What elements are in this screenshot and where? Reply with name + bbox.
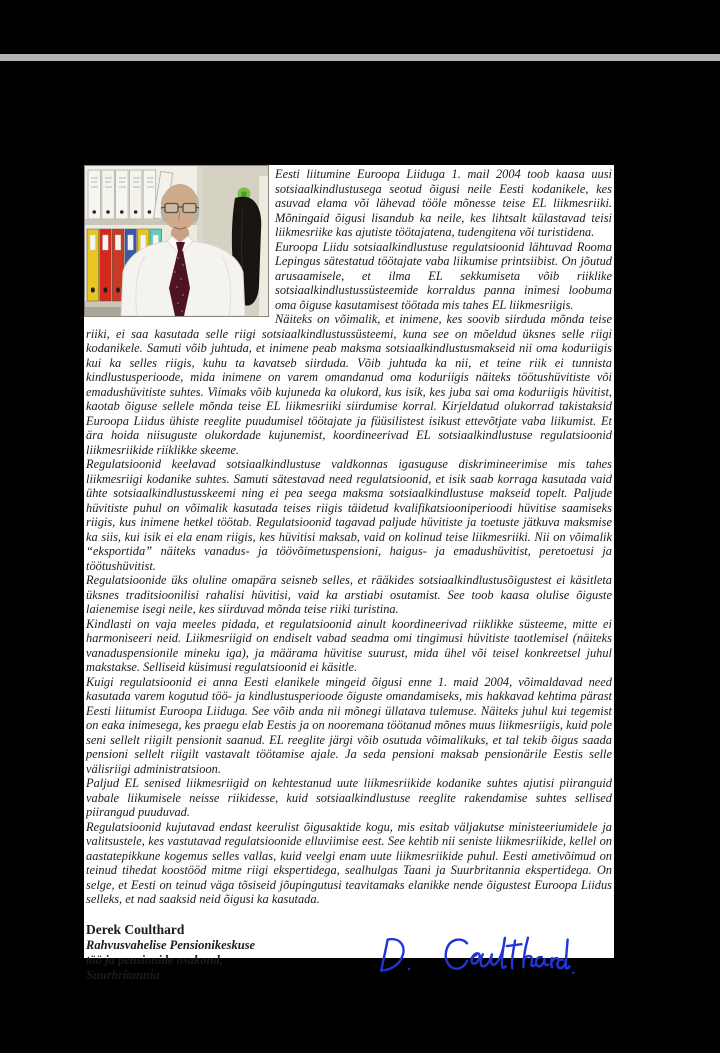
paragraph-8: Paljud EL senised liikmesriigid on kehtestanud uute liikmesriikide kodanike suhtes ajutisi piiranguid vabale liikumisele neisse riikidesse, kuid sotsiaalkindlustuse reeglite rakendamise suhtes sellised piirangud puuduvad.: [86, 776, 612, 819]
handwritten-signature: [371, 935, 576, 983]
author-title-line-1: Rahvusvahelise Pensionikeskuse: [86, 937, 256, 952]
author-title-line-3: Suurbritannia: [86, 967, 160, 982]
paragraph-9: Regulatsioonid kujutavad endast keerulist õigusaktide kogu, mis esitab väljakutse ministeeriumidele ja valitsustele, kes vastutavad regulatsioonide elluviimise eest. See kehtib nii seniste liikmesriikide, kellel on aastatepikkune kogemus selles vallas, kuid veelgi enam uute liikmesriikide puhul. Eesti ametivõimud on teinud tihedat koostööd mitme riigi ekspertidega, sealhulgas Taani ja Suurbritannia ekspertidega. On selge, et Eesti on teinud väga tõsiseid jõupingutusi teavitamaks elanikke nende õigustest Euroopa Liidus selleks, et nad saaksid neid õigusi ka kasutada.: [86, 819, 612, 906]
paragraph-5: Regulatsioonide üks oluline omapära seisneb selles, et rääkides sotsiaalkindlustusõigustest ei käsitleta üksnes traditsioonilisi rahalisi hüvitisi, vaid ka arstiabi osutamist. See toob kaasa olulise õiguste laienemise isegi neile, kes siirduvad mõnda teise riiki turistina.: [86, 573, 612, 616]
paragraph-2: Euroopa Liidu sotsiaalkindlustuse regulatsioonid lähtuvad Rooma Lepingus sätestatud töötajate vaba liikumise printsiibist. On jõutud arusaamisele, et ilma EL sekkumiseta võib riiklike sotsiaalkindlustussüsteemide korraldus panna inimesi loobuma oma õiguse kasutamisest töötada mis tahes EL liikmesriigis.: [275, 239, 612, 312]
article-page: [84, 165, 614, 982]
paragraph-1: Eesti liitumine Euroopa Liiduga 1. mail 2004 toob kaasa uusi sotsiaalkindlustusega seotud õigusi neile Eesti kodanikele, kes asuvad elama või lähevad tööle mõnesse teise EL liikmesriiki. Mõningaid õigusi lisandub ka neile, kes lihtsalt külastavad teisi liikmesriike kas ajutiste töötajatena, tudengitena või turistidena.: [275, 167, 612, 239]
paragraph-4: Regulatsioonid keelavad sotsiaalkindlustuse valdkonnas igasuguse diskrimineerimise mis tahes liikmesriigi kodanike suhtes. Samuti sätestavad need regulatsioonid, et isik saab korraga kasutada vaid ühte sotsiaalkindlustusskeemi ning ei pea seega maksma sotsiaalkindlustuse makseid topelt. Paljude hüvitiste puhul on võimalik kasutada teises riigis täidetud kvalifikatsiooniperioodi hüvitise saamiseks riigis, kus inimene hetkel töötab. Regulatsioonid tagavad paljude hüvitiste ja toetuste jätkuva maksmise ka siis, kui isik ei ela enam riigis, kes hüvitisi maksab, vaid on kolinud teise liikmesriiki. Nii on võimalik “eksportida” näiteks vanadus- ja töövõimetuspensioni, haigus- ja emadushüvitist, peretoetusi ja töötushüvitist.: [86, 457, 612, 573]
author-title-line-2: töö ja pensionide osakond,: [86, 952, 223, 967]
author-name: Derek Coulthard: [86, 921, 185, 937]
signature-section: [84, 921, 614, 1013]
paragraph-3: Näiteks on võimalik, et inimene, kes soovib siirduda mõnda teise riiki, ei saa kasutada selle riigi sotsiaalkindlustussüsteemi, kuna see on mõeldud üksnes selle riigi kodanikele. Samuti võib juhtuda, et inimene peab maksma sotsiaalkindlustusmakseid nii oma koduriigis kui ka selles riigis, kuhu ta kavatseb siirduda. Võib juhtuda ka nii, et teine riik ei tunnista kindlustusperioode, mida inimene on varem omandanud oma koduriigis näiteks töötushüvitiste või emadushüvitiste suhtes. Viimaks võib kujuneda ka olukord, kus isik, kes juba sai oma koduriigis hüvitist, kaotab õiguse sellele mõnda teise EL liikmesriiki siirdumise korral. Kirjeldatud olukorrad takistaksid Euroopa Liidus ühiste reeglite puudumisel töötajate ja füüsilistest isikust ettevõtjate vaba liikumist. Et ära hoida niisuguste olukordade kujunemist, koordineerivad EL sotsiaalkindlustuse regulatsioonid liikmesriikide riiklikke skeeme.: [86, 312, 612, 457]
paragraph-6: Kindlasti on vaja meeles pidada, et regulatsioonid ainult koordineerivad riiklikke süsteeme, mitte ei harmoniseeri neid. Liikmesriigid on endiselt vabad seadma omi tingimusi hüvitiste taotlemisel (näiteks vanaduspensionile mineku iga), ja määrama hüvitise suurust, mida ühel või teisel konkreetsel juhul makstakse. Selliseid küsimusi regulatsioonid ei käsitle.: [86, 616, 612, 674]
header-divider-bar: [0, 54, 720, 61]
author-photo-illustration: [85, 166, 268, 316]
author-photo: [84, 165, 269, 317]
paragraph-7: Kuigi regulatsioonid ei anna Eesti elanikele mingeid õigusi enne 1. maid 2004, võimaldavad need kasutada varem kogutud töö- ja kindlustusperioode õiguste omandamiseks, mis hakkavad kehtima pärast Eesti liitumist Euroopa Liiduga. See võib anda nii mõnegi üllatava tulemuse. Näiteks juhul kui tegemist on eaka inimesega, kes praegu elab Eestis ja on nooremana töötanud mõnes muus liikmesriigis, kuid pole seni sellelt riigilt pensionit saanud. EL reeglite järgi võib osutuda võimalikuks, et tal tekib õigus saada pensioni sellelt riigilt vastavalt töötamise ajale. Ja seda pensioni maksab pensionärile Eestis selle välisriigi administratsioon.: [86, 674, 612, 776]
